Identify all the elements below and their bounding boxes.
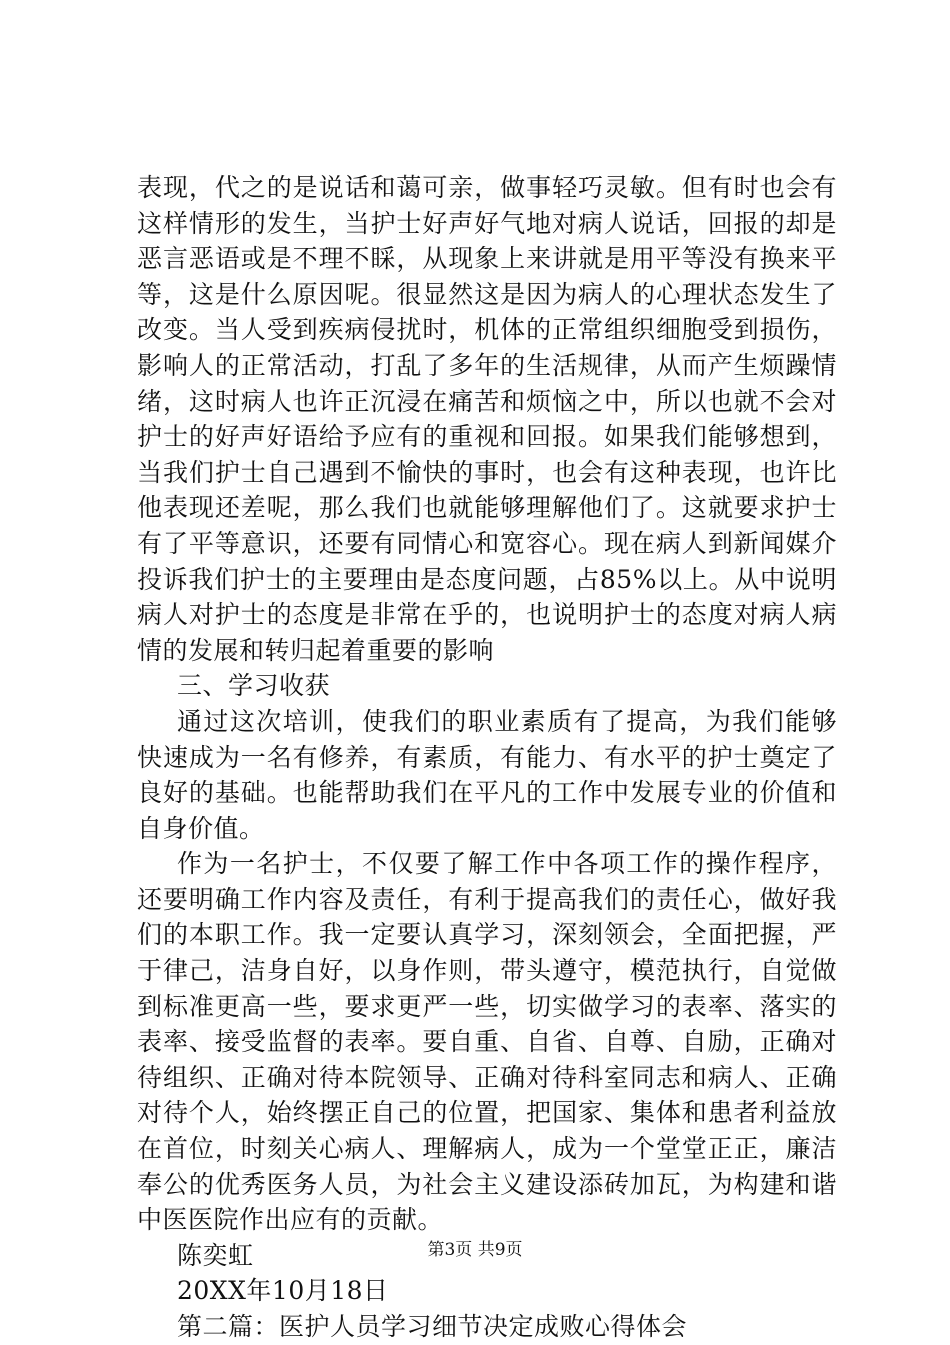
next-chapter-title: 第二篇：医护人员学习细节决定成败心得体会 (177, 1312, 688, 1341)
text-line: 绪，这时病人也许正沉浸在痛苦和烦恼之中，所以也就不会对 (137, 386, 837, 416)
page-number-label: 第3页 共9页 (427, 1240, 523, 1260)
text-line: 表率、接受监督的表率。要自重、自省、自尊、自励，正确对 (137, 1027, 837, 1057)
text-line: 中医医院作出应有的贡献。 (137, 1205, 444, 1235)
author-signature: 陈奕虹 (177, 1240, 254, 1270)
document-date: 20XX年10月18日 (177, 1276, 389, 1306)
text-line: 病人对护士的态度是非常在乎的，也说明护士的态度对病人病 (137, 600, 837, 630)
text-line: 良好的基础。也能帮助我们在平凡的工作中发展专业的价值和 (137, 778, 837, 808)
text-line: 表现，代之的是说话和蔼可亲，做事轻巧灵敏。但有时也会有 (137, 173, 837, 202)
text-line: 投诉我们护士的主要理由是态度问题，占85%以上。从中说明 (137, 564, 837, 594)
text-line: 当我们护士自己遇到不愉快的事时，也会有这种表现，也许比 (137, 457, 837, 487)
text-line: 待组织、正确对待本院领导、正确对待科室同志和病人、正确 (137, 1062, 837, 1092)
text-line: 作为一名护士，不仅要了解工作中各项工作的操作程序， (177, 849, 837, 879)
text-line: 在首位，时刻关心病人、理解病人，成为一个堂堂正正，廉洁 (137, 1134, 837, 1164)
text-line: 这样情形的发生，当护士好声好气地对病人说话，回报的却是 (137, 208, 837, 238)
body-text (137, 170, 837, 1345)
text-line: 奉公的优秀医务人员，为社会主义建设添砖加瓦，为构建和谐 (137, 1169, 837, 1199)
text-line: 们的本职工作。我一定要认真学习，深刻领会，全面把握，严 (137, 920, 837, 950)
text-line: 快速成为一名有修养，有素质，有能力、有水平的护士奠定了 (137, 742, 837, 772)
text-line: 自身价值。 (137, 813, 265, 843)
text-line: 情的发展和转归起着重要的影响 (137, 635, 495, 665)
text-line: 等，这是什么原因呢。很显然这是因为病人的心理状态发生了 (137, 279, 837, 309)
text-line: 影响人的正常活动，打乱了多年的生活规律，从而产生烦躁情 (137, 350, 837, 380)
text-line: 到标准更高一些，要求更严一些，切实做学习的表率、落实的 (137, 991, 837, 1021)
text-line: 通过这次培训，使我们的职业素质有了提高，为我们能够 (177, 706, 837, 736)
text-line: 有了平等意识，还要有同情心和宽容心。现在病人到新闻媒介 (137, 528, 837, 558)
text-line: 护士的好声好语给予应有的重视和回报。如果我们能够想到， (137, 422, 837, 452)
text-line: 改变。当人受到疾病侵扰时，机体的正常组织细胞受到损伤， (137, 315, 837, 345)
text-line: 还要明确工作内容及责任，有利于提高我们的责任心，做好我 (137, 884, 837, 914)
text-line: 他表现还差呢，那么我们也就能够理解他们了。这就要求护士 (137, 493, 837, 523)
text-line: 恶言恶语或是不理不睬，从现象上来讲就是用平等没有换来平 (137, 244, 837, 274)
page-footer (0, 1238, 950, 1262)
text-line: 对待个人，始终摆正自己的位置，把国家、集体和患者利益放 (137, 1098, 837, 1128)
section-heading: 三、学习收获 (177, 671, 331, 701)
text-line: 于律己，洁身自好，以身作则，带头遵守，模范执行，自觉做 (137, 956, 837, 986)
